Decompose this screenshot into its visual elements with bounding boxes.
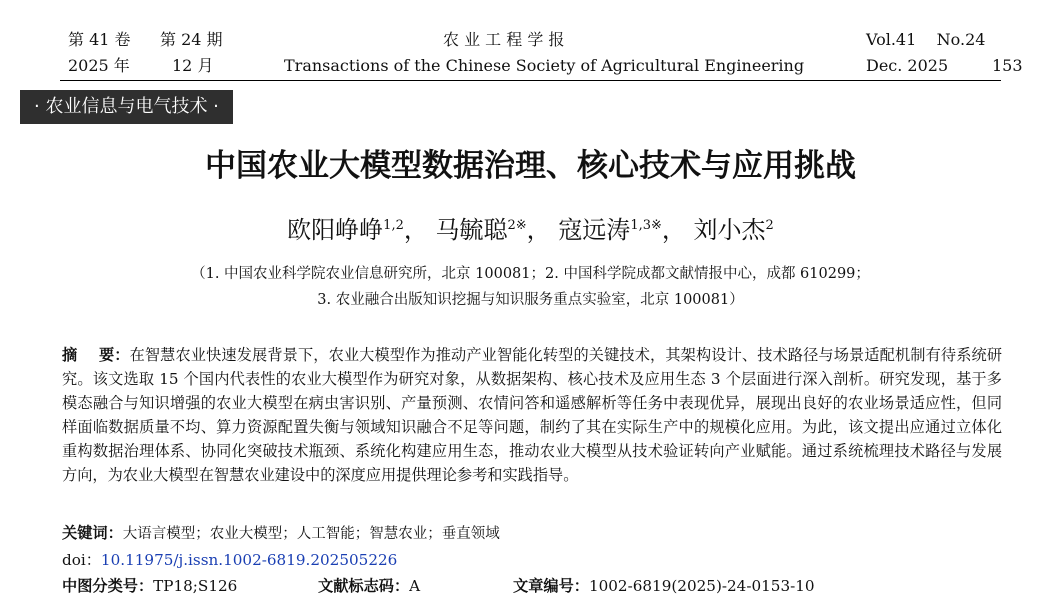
doc-code-value: A: [409, 577, 421, 595]
doi-line: [62, 549, 397, 571]
abstract-label: 摘 要：: [62, 346, 130, 364]
section-label: · 农业信息与电气技术 ·: [20, 90, 233, 124]
keywords-items: 大语言模型；农业大模型；人工智能；智慧农业；垂直领域: [122, 526, 500, 542]
keywords-line: [62, 522, 500, 545]
journal-name-cn: 农 业 工 程 学 报: [443, 30, 565, 49]
doc-code: [318, 575, 420, 597]
author-name: 刘小杰: [693, 216, 766, 244]
author-name: 欧阳峥峥: [287, 216, 384, 244]
classification-line: [62, 575, 237, 597]
abstract: [62, 343, 1002, 487]
clc-value: TP18;S126: [153, 577, 238, 595]
header-rule: [60, 80, 1001, 81]
article-number: [513, 575, 815, 597]
author-separator: ，: [403, 216, 428, 244]
author-name: 寇远涛: [558, 216, 631, 244]
clc-label: 中图分类号：: [62, 577, 154, 595]
author-mark: 1,3※: [630, 218, 662, 233]
author-mark: 2: [765, 218, 774, 233]
year: 2025 年: [68, 56, 130, 75]
abstract-text: 在智慧农业快速发展背景下，农业大模型作为推动产业智能化转型的关键技术，其架构设计、技术路径与场景适配机制有待系统研究。该文选取 15 个国内代表性的农业大模型作为研究对象，从数据架构、核心技术及应用生态 3 个层面进行深入剖析。研究发现，基于多模态融合与知识增强的农业大模型在病虫害识别、产量预测、农情问答和遥感解析等任务中表现优异，展现出良好的农业场景适应性，但同样面临数据质量不均、算力资源配置失衡与领域知识融合不足等问题，制约了其在实际生产中的规模化应用。为此，该文提出应通过立体化重构数据治理体系、协同化突破技术瓶颈、系统化构建应用生态，推动农业大模型从技术验证转向产业赋能。通过系统梳理技术路径与发展方向，为农业大模型在智慧农业建设中的深度应用提供理论参考和实践指导。: [62, 346, 1003, 484]
month: 12 月: [172, 56, 214, 75]
page-number: 153: [992, 56, 1023, 75]
doc-code-label: 文献标志码：: [318, 577, 410, 595]
issue-number: 第 24 期: [160, 30, 223, 49]
date-en: Dec. 2025: [866, 56, 949, 75]
author-separator: ，: [661, 216, 686, 244]
volume-number: 第 41 卷: [68, 30, 131, 49]
vol-no-en: Vol.41 No.24: [866, 30, 986, 49]
article-no-value: 1002-6819(2025)-24-0153-10: [588, 577, 815, 595]
affiliation-line-1: （1. 中国农业科学院农业信息研究所，北京 100081；2. 中国科学院成都文献情报中心，成都 610299；: [191, 266, 870, 282]
affiliation-line-2: 3. 农业融合出版知识挖掘与知识服务重点实验室，北京 100081）: [317, 292, 744, 308]
article-no-label: 文章编号：: [513, 577, 589, 595]
keywords-label: 关键词：: [62, 524, 123, 542]
paper-title: 中国农业大模型数据治理、核心技术与应用挑战: [205, 148, 856, 184]
journal-name-en: Transactions of the Chinese Society of Agricultural Engineering: [284, 56, 805, 75]
doi-label: doi：: [62, 551, 101, 569]
author-list: [0, 214, 1061, 246]
author-mark: 2※: [507, 218, 527, 233]
author-separator: ，: [526, 216, 551, 244]
doi-link[interactable]: 10.11975/j.issn.1002-6819.202505226: [100, 551, 398, 569]
author-name: 马毓聪: [435, 216, 508, 244]
author-mark: 1,2: [383, 218, 404, 233]
